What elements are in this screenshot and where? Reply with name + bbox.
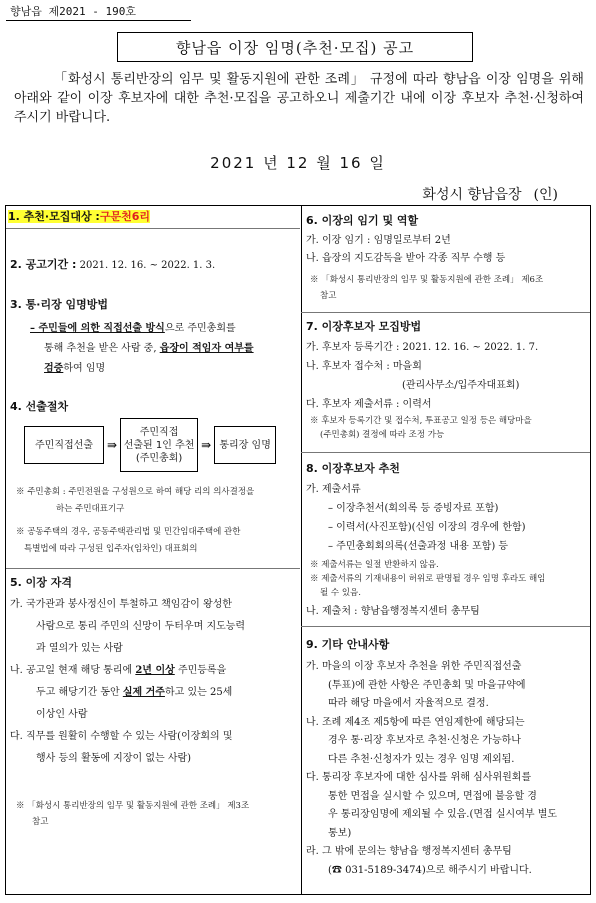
column-divider	[301, 206, 302, 894]
divider	[301, 452, 590, 453]
submission-text: 가. 제출서류	[306, 484, 361, 495]
section-8-notes	[310, 558, 590, 600]
note-text: ※ 제출서류는 일절 반환하지 않음.	[310, 560, 439, 570]
info-text: 나. 조례 제4조 제5항에 따른 연임제한에 해당되는	[306, 716, 525, 728]
info-text: 라. 그 밖에 문의는 향남읍 행정복지센터 총무팀	[306, 846, 512, 857]
intro-text: 「화성시 통리반장의 임무 및 활동지원에 관한 조례」 규정에 따라 향남읍 이장 임명을 위해 아래와 같이 이장 후보자에 대한 추천·모집을 공고하오니 제출기간 내에 이장 후보자 추천·신청하여 주시기 바랍니다.	[14, 72, 584, 125]
info-text: 통보)	[328, 827, 352, 839]
flow-step-1: 주민직접선출	[24, 426, 104, 464]
divider	[6, 568, 300, 569]
divider	[6, 228, 300, 229]
divider	[301, 626, 590, 627]
section-8-body	[306, 480, 589, 556]
section-2-value: 2021. 12. 16. ~ 2022. 1. 3.	[79, 260, 216, 271]
section-7-title: 7. 이장후보자 모집방법	[306, 320, 422, 333]
method-emphasis: 읍장이 적임자 여부를	[159, 343, 254, 354]
method-emphasis: 검증	[44, 363, 64, 374]
info-text: 우 통리장임명에 제외될 수 있음.(면접 실시여부 별도	[328, 809, 558, 820]
page-title: 향남읍 이장 임명(추천·모집) 공고	[117, 32, 473, 62]
section-7-body	[306, 338, 589, 414]
flow-step-2	[120, 418, 198, 472]
section-4-notes	[16, 484, 296, 558]
section-2	[10, 256, 215, 272]
section-4-title: 4. 선출절차	[10, 400, 69, 413]
signer	[410, 184, 558, 204]
info-text: (투표)에 관한 사항은 주민총회 및 마을규약에	[328, 679, 526, 691]
submission-place: 나. 제출처 : 향남읍행정복지센터 총무팀	[306, 606, 480, 617]
note-text: ※ 제출서류의 기재내용이 허위로 판명될 경우 임명 후라도 해임	[310, 574, 546, 584]
note-text: 특별법에 따라 구성된 입주자(임차인) 대표회의	[24, 544, 198, 554]
qualification-text: 과 열의가 있는 사람	[36, 643, 123, 654]
qualification-text: 가. 국가관과 봉사정신이 투철하고 책임감이 왕성한	[10, 599, 232, 610]
section-6-note	[310, 272, 590, 304]
submission-text: – 주민총회회의록(선출과정 내용 포함) 등	[328, 541, 509, 552]
submission-text: – 이력서(사진포함)(신임 이장의 경우에 한함)	[328, 522, 526, 533]
divider	[301, 312, 590, 313]
section-2-label: 2. 공고기간 :	[10, 258, 77, 271]
section-5-body	[10, 594, 297, 770]
arrow-right-icon: ⇛	[107, 438, 118, 452]
flow-step-2-line: 선출된 1인 추천	[123, 439, 195, 451]
qualification-text: 나. 공고일 현재 해당 통리에	[10, 665, 133, 676]
recruit-text: 다. 후보자 제출서류 : 이력서	[306, 399, 432, 410]
section-5-note	[16, 798, 296, 830]
notice-date: 2021 년 12 월 16 일	[210, 154, 386, 172]
section-5-title: 5. 이장 자격	[10, 576, 72, 589]
qualification-text: 주민등록을	[177, 665, 227, 676]
duty-text: 가. 이장 임기 : 임명일로부터 2년	[306, 235, 451, 246]
seal: (인)	[533, 187, 558, 203]
recruit-text: 가. 후보자 등록기간 : 2021. 12. 16. ~ 2022. 1. 7.	[306, 342, 539, 353]
flow-step-3: 통리장 임명	[214, 426, 276, 464]
method-text: 으로 주민총회를	[164, 323, 236, 334]
recruit-text: 나. 후보자 접수처 : 마을회	[306, 361, 422, 372]
note-text: 참고	[32, 817, 49, 827]
signer-name: 화성시 향남읍장	[422, 187, 522, 203]
section-1-label: 1. 추천·모집대상 :	[8, 210, 100, 223]
flow-step-2-line: (주민총회)	[135, 452, 183, 464]
qualification-text: 다. 직무를 원활히 수행할 수 있는 사람(이장회의 및	[10, 731, 233, 742]
contact-text: (☎ 031-5189-3474)으로 해주시기 바랍니다.	[328, 864, 532, 876]
section-9-body	[306, 658, 589, 880]
note-text: ※ 주민총회 : 주민전원을 구성원으로 하여 해당 리의 의사결정을	[16, 487, 255, 497]
qualification-text: 이상인 사람	[36, 709, 88, 720]
info-text: 가. 마을의 이장 후보자 추천을 위한 주민직접선출	[306, 661, 522, 672]
note-text: 하는 주민대표기구	[56, 504, 125, 514]
section-6-title: 6. 이장의 임기 및 역할	[306, 214, 419, 227]
flow-step-2-line: 주민직접	[139, 426, 179, 438]
info-text: 경우 통·리장 후보자로 추천·신청은 가능하나	[328, 735, 521, 746]
recruit-text: (관리사무소/입주자대표회)	[402, 380, 520, 391]
intro-paragraph	[14, 70, 584, 127]
section-8-title: 8. 이장후보자 추천	[306, 462, 400, 475]
section-1-value: 구문천6리	[99, 210, 150, 223]
info-text: 다른 추천·신청자가 있는 경우 임명 제외됨.	[328, 753, 515, 765]
qualification-text: 행사 등의 활동에 지장이 없는 사람)	[36, 753, 192, 764]
election-flow	[24, 418, 276, 472]
qualification-emphasis: 2년 이상	[135, 665, 175, 676]
info-text: 통한 면접을 실시할 수 있으며, 면접에 불응할 경	[328, 790, 537, 802]
qualification-text: 하고 있는 25세	[164, 687, 233, 698]
note-text: 될 수 있음.	[320, 588, 361, 598]
section-1	[8, 208, 150, 224]
submission-text: – 이장추천서(회의록 등 증빙자료 포함)	[328, 503, 499, 514]
method-text: 통해 추천을 받은 사람 중,	[44, 343, 157, 354]
qualification-text: 사람으로 통리 주민의 신망이 두터우며 지도능력	[36, 621, 246, 632]
info-text: 따라 해당 마을에서 자율적으로 결정.	[328, 698, 489, 709]
note-text: ※ 「화성시 통리반장의 임무 및 활동지원에 관한 조례」 제3조	[16, 801, 250, 811]
qualification-text: 두고 해당기간 동안	[36, 687, 120, 698]
duty-text: 나. 읍장의 지도감독을 받아 각종 직무 수행 등	[306, 253, 506, 264]
section-3-title: 3. 통·리장 임명방법	[10, 298, 109, 311]
method-text: 하여 임명	[63, 363, 106, 374]
section-7-note	[310, 414, 590, 442]
note-text: (주민총회) 결정에 따라 조정 가능	[320, 430, 445, 440]
note-text: 참고	[320, 291, 337, 301]
section-9-title: 9. 기타 안내사항	[306, 638, 390, 651]
section-6-body	[306, 232, 589, 268]
note-text: ※ 공동주택의 경우, 공동주택관리법 및 민간임대주택에 관한	[16, 527, 241, 537]
notice-table	[5, 205, 591, 895]
section-3-body	[30, 319, 295, 379]
arrow-right-icon: ⇛	[201, 438, 212, 452]
note-text: ※ 「화성시 통리반장의 임무 및 활동지원에 관한 조례」 제6조	[310, 275, 544, 285]
divider	[6, 20, 191, 21]
qualification-emphasis: 실제 거주	[122, 687, 165, 698]
method-emphasis: – 주민들에 의한 직접선출 방식	[30, 323, 165, 334]
info-text: 다. 통리장 후보자에 대한 심사를 위해 심사위원회를	[306, 772, 532, 783]
note-text: ※ 후보자 등록기간 및 접수처, 투표공고 일정 등은 해당마을	[310, 416, 532, 426]
document-number: 향남읍 제2021 - 190호	[10, 5, 136, 18]
